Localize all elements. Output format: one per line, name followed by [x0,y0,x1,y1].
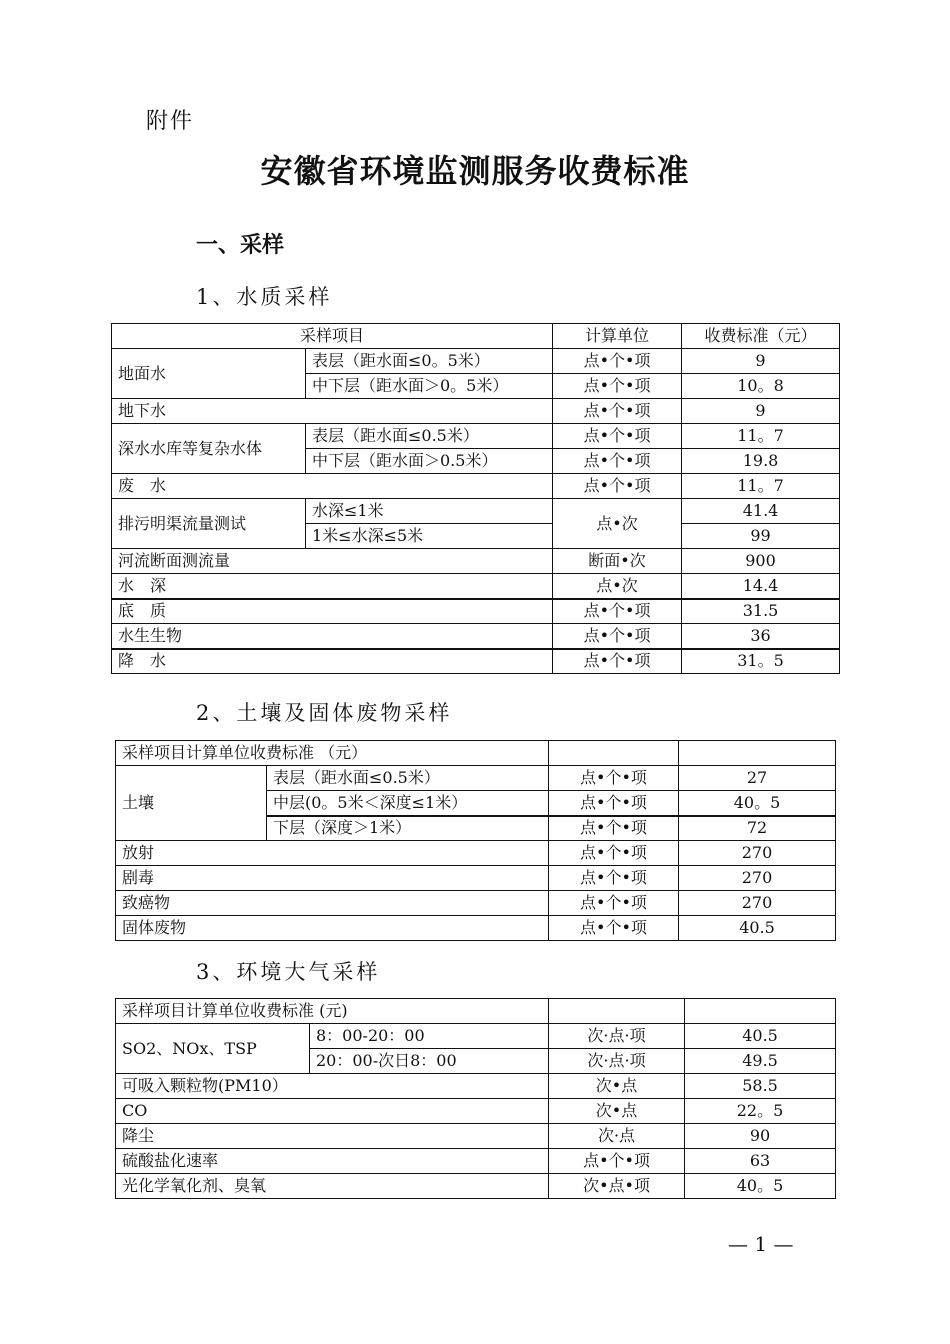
table-header-row [112,324,840,349]
soil-sampling-table [115,740,836,941]
table-row [116,1124,836,1149]
row-fee: 72 [679,816,836,841]
row-sub: 20：00-次日8：00 [310,1049,549,1074]
row-unit: 点•个•项 [549,766,679,791]
row-unit: 点•个•项 [553,399,682,424]
row-unit: 点•个•项 [549,866,679,891]
row-name: 固体废物 [116,916,549,941]
row-unit: 次•点 [549,1099,685,1124]
row-fee: 22。5 [685,1099,836,1124]
row-unit: 点•个•项 [553,349,682,374]
table-row [116,1074,836,1099]
row-fee: 63 [685,1149,836,1174]
row-fee: 270 [679,891,836,916]
row-fee: 41.4 [682,499,840,524]
table-row [112,599,840,624]
row-fee: 40.5 [685,1024,836,1049]
row-name: SO2、NOx、TSP [116,1024,310,1074]
subsection-heading-soil: 2、土壤及固体废物采样 [196,701,453,725]
row-fee: 10。8 [682,374,840,399]
row-sub: 表层（距水面≤0.5米） [267,766,549,791]
row-fee: 11。7 [682,474,840,499]
row-name: 光化学氧化剂、臭氧 [116,1174,549,1199]
row-unit: 断面•次 [553,549,682,574]
table-row [116,891,836,916]
table-row [116,841,836,866]
row-unit: 点•个•项 [549,1149,685,1174]
row-unit: 点•个•项 [553,474,682,499]
page-title: 安徽省环境监测服务收费标准 [260,152,690,190]
row-name: 水生生物 [112,624,553,649]
row-fee: 58.5 [685,1074,836,1099]
row-name: 可吸入颗粒物(PM10） [116,1074,549,1099]
subsection-heading-water: 1、水质采样 [196,285,333,309]
row-unit: 点•个•项 [549,891,679,916]
row-fee: 14.4 [682,574,840,599]
table-row [116,1024,836,1049]
row-fee: 99 [682,524,840,549]
header-empty-cell [549,999,685,1024]
row-name: 地面水 [112,349,306,399]
table-row [116,1174,836,1199]
row-unit: 次·点·项 [549,1049,685,1074]
header-empty-cell [679,741,836,766]
row-fee: 49.5 [685,1049,836,1074]
row-name: 降 水 [112,649,553,674]
row-sub: 1米≤水深≤5米 [306,524,553,549]
row-name: CO [116,1099,549,1124]
table-row [112,624,840,649]
page-number: — 1 — [728,1232,794,1256]
row-unit: 次·点·项 [549,1024,685,1049]
attachment-label: 附件 [146,109,195,134]
header-combined: 采样项目计算单位收费标准 (元) [116,999,549,1024]
table-row [112,549,840,574]
row-name: 放射 [116,841,549,866]
row-name: 水 深 [112,574,553,599]
row-sub: 下层（深度＞1米） [267,816,549,841]
table-row [112,499,840,524]
row-name: 致癌物 [116,891,549,916]
row-unit: 点•次 [553,574,682,599]
row-unit: 点•个•项 [553,449,682,474]
row-sub: 表层（距水面≤0。5米） [306,349,553,374]
row-unit: 次·点 [549,1124,685,1149]
row-sub: 中层(0。5米＜深度≤1米） [267,791,549,816]
row-name: 深水水库等复杂水体 [112,424,306,474]
table-row [112,474,840,499]
row-fee: 40。5 [685,1174,836,1199]
table-row [116,1149,836,1174]
air-sampling-table [115,998,836,1199]
row-sub: 中下层（距水面＞0。5米） [306,374,553,399]
table-header-row [116,741,836,766]
row-unit: 点•个•项 [553,624,682,649]
header-unit: 计算单位 [553,324,682,349]
subsection-heading-air: 3、环境大气采样 [196,960,381,984]
row-unit: 点•个•项 [553,374,682,399]
row-name: 降尘 [116,1124,549,1149]
row-fee: 36 [682,624,840,649]
row-fee: 40.5 [679,916,836,941]
header-fee: 收费标准（元） [682,324,840,349]
row-fee: 11。7 [682,424,840,449]
row-name: 剧毒 [116,866,549,891]
row-fee: 9 [682,399,840,424]
water-sampling-table [111,323,840,674]
table-row [116,1099,836,1124]
row-fee: 27 [679,766,836,791]
table-row [116,866,836,891]
table-row [112,399,840,424]
row-name: 废 水 [112,474,553,499]
row-unit: 点•个•项 [549,816,679,841]
header-empty-cell [685,999,836,1024]
table-row [112,649,840,674]
row-fee: 270 [679,841,836,866]
header-item: 采样项目 [112,324,553,349]
header-combined: 采样项目计算单位收费标准 （元） [116,741,549,766]
row-sub: 中下层（距水面＞0.5米） [306,449,553,474]
row-name: 硫酸盐化速率 [116,1149,549,1174]
row-unit: 点•个•项 [553,599,682,624]
row-fee: 270 [679,866,836,891]
row-name: 土壤 [116,766,267,841]
row-unit: 点•个•项 [549,916,679,941]
table-row [112,349,840,374]
row-unit: 点•个•项 [553,649,682,674]
header-empty-cell [549,741,679,766]
row-unit: 点•个•项 [553,424,682,449]
row-fee: 9 [682,349,840,374]
row-fee: 31.5 [682,599,840,624]
row-name: 地下水 [112,399,553,424]
row-unit: 点•个•项 [549,841,679,866]
row-fee: 900 [682,549,840,574]
section-heading-sampling: 一、采样 [196,232,285,258]
table-row [112,574,840,599]
row-name: 底 质 [112,599,553,624]
table-row [116,916,836,941]
row-fee: 19.8 [682,449,840,474]
row-fee: 40。5 [679,791,836,816]
row-sub: 8：00-20：00 [310,1024,549,1049]
row-unit: 点•个•项 [549,791,679,816]
row-fee: 90 [685,1124,836,1149]
table-header-row [116,999,836,1024]
row-fee: 31。5 [682,649,840,674]
row-unit: 次•点 [549,1074,685,1099]
row-unit: 点•次 [553,499,682,549]
row-sub: 表层（距水面≤0.5米） [306,424,553,449]
table-row [112,424,840,449]
row-sub: 水深≤1米 [306,499,553,524]
table-row [116,766,836,791]
row-name: 排污明渠流量测试 [112,499,306,549]
row-name: 河流断面测流量 [112,549,553,574]
row-unit: 次•点•项 [549,1174,685,1199]
